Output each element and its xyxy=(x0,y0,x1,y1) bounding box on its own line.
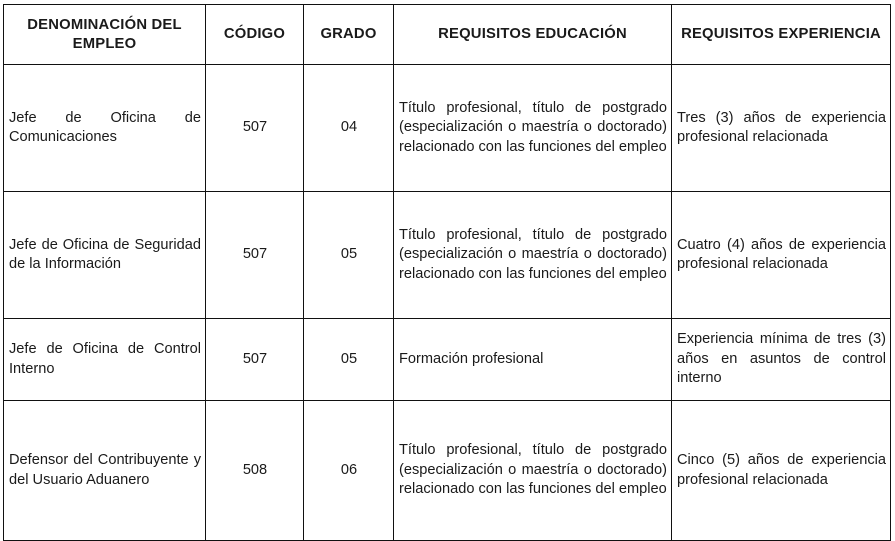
cell-codigo: 507 xyxy=(206,319,304,401)
cell-denominacion: Defensor del Contribuyente y del Usuario Aduanero xyxy=(4,401,206,541)
cell-denominacion: Jefe de Oficina de Control Interno xyxy=(4,319,206,401)
header-grado: GRADO xyxy=(304,5,394,65)
header-row xyxy=(4,5,891,65)
cell-educacion: Título profesional, título de postgrado (especialización o maestría o doctorado) relacionado con las funciones del empleo xyxy=(394,65,672,192)
cell-educacion: Título profesional, título de postgrado (especialización o maestría o doctorado) relacionado con las funciones del empleo xyxy=(394,401,672,541)
header-experiencia: REQUISITOS EXPERIENCIA xyxy=(672,5,891,65)
cell-denominacion: Jefe de Oficina de Seguridad de la Información xyxy=(4,192,206,319)
requisitos-table xyxy=(3,4,891,541)
cell-educacion: Título profesional, título de postgrado (especialización o maestría o doctorado) relacionado con las funciones del empleo xyxy=(394,192,672,319)
cell-codigo: 508 xyxy=(206,401,304,541)
cell-grado: 06 xyxy=(304,401,394,541)
table-row xyxy=(4,192,891,319)
cell-grado: 04 xyxy=(304,65,394,192)
header-educacion: REQUISITOS EDUCACIÓN xyxy=(394,5,672,65)
cell-experiencia: Tres (3) años de experiencia profesional relacionada xyxy=(672,65,891,192)
cell-experiencia: Cuatro (4) años de experiencia profesional relacionada xyxy=(672,192,891,319)
cell-educacion: Formación profesional xyxy=(394,319,672,401)
cell-codigo: 507 xyxy=(206,192,304,319)
cell-experiencia: Cinco (5) años de experiencia profesional relacionada xyxy=(672,401,891,541)
cell-denominacion: Jefe de Oficina de Comunicaciones xyxy=(4,65,206,192)
table-row xyxy=(4,319,891,401)
table-row xyxy=(4,65,891,192)
cell-grado: 05 xyxy=(304,319,394,401)
cell-codigo: 507 xyxy=(206,65,304,192)
header-denominacion: DENOMINACIÓN DEL EMPLEO xyxy=(4,5,206,65)
header-codigo: CÓDIGO xyxy=(206,5,304,65)
table-row xyxy=(4,401,891,541)
cell-experiencia: Experiencia mínima de tres (3) años en asuntos de control interno xyxy=(672,319,891,401)
cell-grado: 05 xyxy=(304,192,394,319)
